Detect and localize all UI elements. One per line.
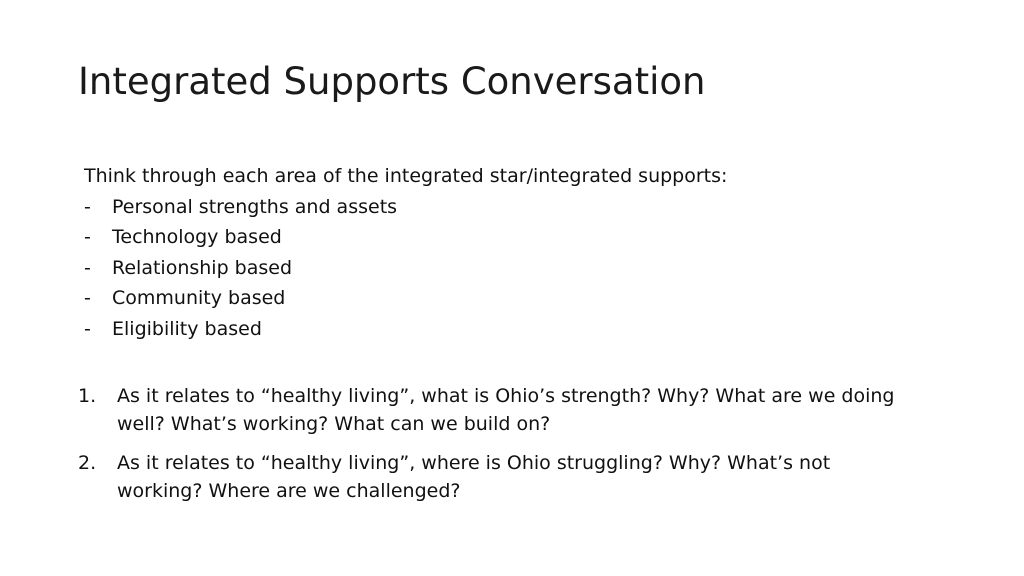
list-item	[84, 253, 727, 284]
list-item-label: Eligibility based	[112, 317, 262, 340]
list-item	[84, 222, 727, 253]
list-item-label: Community based	[112, 287, 286, 309]
list-item-label: Personal strengths and assets	[112, 195, 398, 218]
question-item	[78, 382, 898, 438]
question-list	[78, 382, 898, 516]
list-item-label: Technology based	[112, 226, 282, 248]
dash-bullet: -	[84, 195, 91, 218]
dash-bullet: -	[84, 287, 91, 309]
question-item	[78, 449, 898, 505]
intro-block	[84, 161, 727, 344]
intro-text: Think through each area of the integrated star/integrated supports:	[84, 165, 728, 187]
question-text: As it relates to “healthy living”, what is Ohio’s strength? Why? What are we doing well? What’s working? What can we build on?	[117, 385, 895, 435]
question-number: 1.	[78, 385, 97, 407]
dash-bullet: -	[84, 256, 91, 279]
slide-title: Integrated Supports Conversation	[78, 60, 706, 103]
question-text: As it relates to “healthy living”, where is Ohio struggling? Why? What’s not working? Where are we challenged?	[117, 452, 831, 502]
list-item	[84, 192, 727, 223]
list-item-label: Relationship based	[112, 256, 293, 279]
question-number: 2.	[78, 452, 97, 474]
list-item	[84, 283, 727, 314]
dash-bullet: -	[84, 226, 91, 248]
dash-bullet: -	[84, 317, 91, 340]
list-item	[84, 314, 727, 345]
